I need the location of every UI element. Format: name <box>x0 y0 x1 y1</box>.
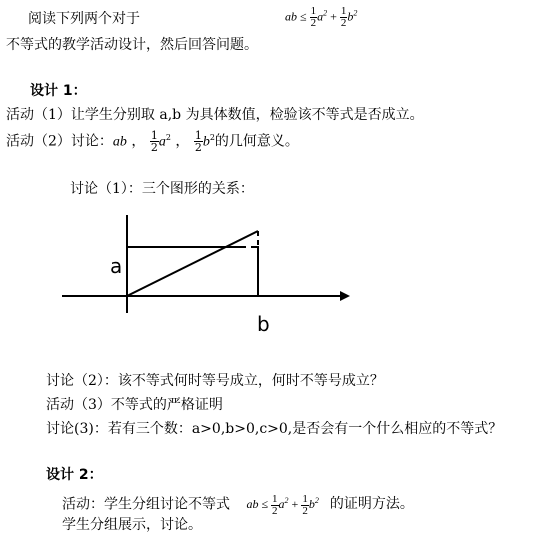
x-axis-arrow-icon <box>340 291 350 301</box>
design2-inequality-lhs: ab <box>246 497 259 512</box>
activity2-var-a: a <box>158 134 166 150</box>
design2-activity-suffix: 的证明方法。 <box>329 496 414 513</box>
inequality-fraction-1: $\frac{1}{2}$ <box>310 5 317 29</box>
intro-line-1: 阅读下列两个对于 <box>28 11 140 27</box>
label-b: b <box>257 312 270 336</box>
activity2-prefix: 活动（2）讨论： <box>6 133 113 150</box>
design2-inequality: ab ≤ $\frac{1}{2}$ $a^2$ + $\frac{1}{2}$ $b^2$ <box>246 493 319 517</box>
design2-activity-prefix: 活动：学生分组讨论不等式 <box>62 496 230 513</box>
design1-title: 设计 1： <box>30 83 87 99</box>
design2-activity <box>62 494 414 517</box>
design1-discussion2: 讨论（2）：该不等式何时等号成立，何时不等号成立？ <box>46 373 384 389</box>
activity2-suffix: 的几何意义。 <box>214 133 299 150</box>
inequality-lhs: ab <box>285 9 297 24</box>
intro-inequality: ab ≤ $\frac{1}{2}$ $a^2$ + $\frac{1}{2}$ $b^2$ <box>285 5 358 29</box>
design2-inequality-term-1: a <box>278 497 285 512</box>
inequality-term-2: b <box>347 9 354 24</box>
design2-inequality-term-2: b <box>308 497 315 512</box>
activity2-sep-2: ， <box>175 133 190 150</box>
design2-title: 设计 2： <box>46 467 103 483</box>
figure-caption: 讨论（1）：三个图形的关系： <box>70 181 254 197</box>
activity2-item-ab: ab <box>112 134 127 150</box>
inequality-plus: + <box>330 9 337 24</box>
inequality-fraction-2: $\frac{1}{2}$ <box>340 5 347 29</box>
inequality-operator: ≤ <box>300 9 307 24</box>
design1-activity1: 活动（1）让学生分别取 a,b 为具体数值，检验该不等式是否成立。 <box>6 107 424 123</box>
design2-inequality-plus: + <box>291 497 299 512</box>
design1-activity2: 活动（2）讨论：ab ， $\frac{1}{2}$ $a^2$ ， $\frac{1}{2}$ $b^2$的几何意义。 <box>6 129 299 154</box>
label-a: a <box>110 254 123 278</box>
intro-line-2: 不等式的教学活动设计，然后回答问题。 <box>6 37 258 53</box>
design1-activity3: 活动（3）不等式的严格证明 <box>46 397 223 413</box>
geometry-figure <box>60 205 360 340</box>
activity2-fraction-b: $\frac{1}{2}$ <box>194 129 202 154</box>
design2-line2: 学生分组展示，讨论。 <box>62 517 202 533</box>
inequality-term-1: a <box>317 9 324 24</box>
diagonal-line <box>127 231 258 296</box>
design2-inequality-operator: ≤ <box>261 497 269 512</box>
design2-inequality-fraction-1: $\frac{1}{2}$ <box>272 493 278 517</box>
activity2-sep-1: ， <box>131 133 146 150</box>
activity2-var-b: b <box>202 134 210 150</box>
design1-discussion3: 讨论(3)：若有三个数：a>0,b>0,c>0,是否会有一个什么相应的不等式？ <box>46 421 503 437</box>
design2-inequality-fraction-2: $\frac{1}{2}$ <box>302 493 308 517</box>
activity2-fraction-a: $\frac{1}{2}$ <box>150 129 158 154</box>
